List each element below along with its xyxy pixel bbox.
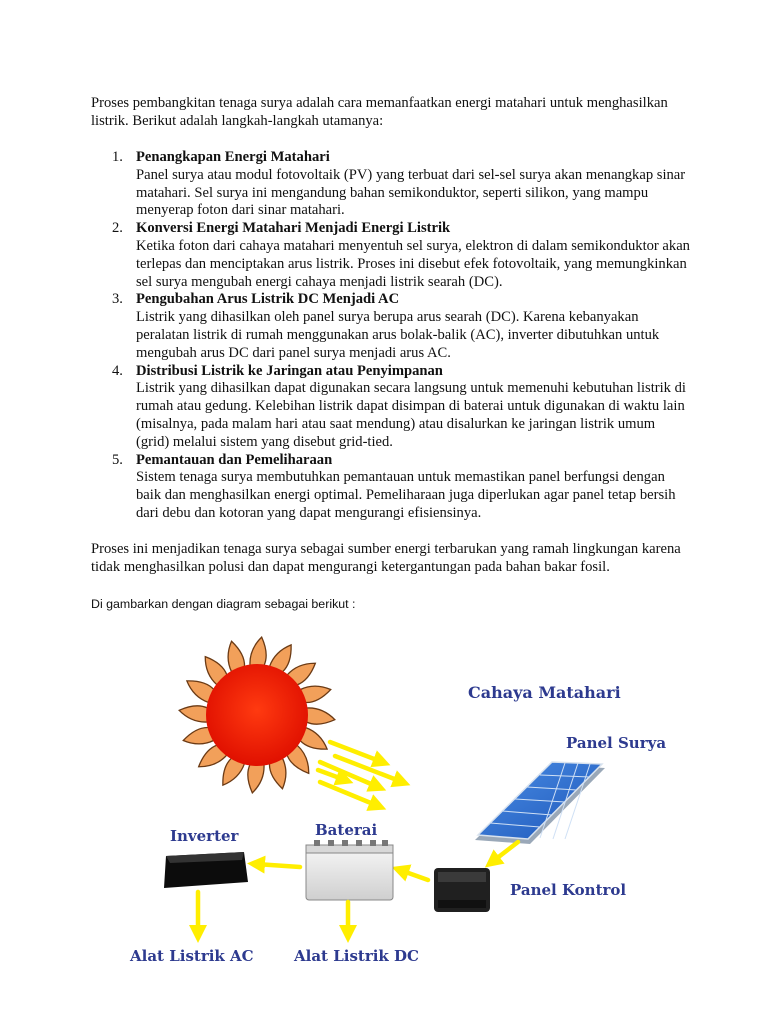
label-sunlight: Cahaya Matahari <box>468 683 621 702</box>
sun-ray <box>179 706 207 722</box>
solar-system-diagram <box>120 630 667 975</box>
step-body: Sistem tenaga surya membutuhkan pemantauan untuk memastikan panel berfungsi dengan baik dan menghasilkan energi optimal. Pemeliharaan juga diperlukan agar panel tetap bersih dari debu dan kotoran yang dapat mengurangi efisiensinya. <box>136 469 676 521</box>
list-item <box>91 363 691 452</box>
controller-to-battery-arrow <box>400 870 428 880</box>
step-title: Pemantauan dan Pemeliharaan <box>136 451 333 468</box>
step-title: Distribusi Listrik ke Jaringan atau Penyimpanan <box>136 362 443 379</box>
step-number: 3. <box>112 291 123 308</box>
step-number: 5. <box>112 451 123 468</box>
step-title: Penangkapan Energi Matahari <box>136 149 330 165</box>
sun-ray <box>307 708 335 724</box>
panel-to-controller-arrow <box>492 842 518 862</box>
diagram-caption: Di gambarkan dengan diagram sebagai berikut : <box>91 597 356 611</box>
step-title: Konversi Energi Matahari Menjadi Energi Listrik <box>136 220 451 237</box>
sunlight-arrows <box>318 742 402 806</box>
list-item <box>91 149 691 220</box>
intro-paragraph: Proses pembangkitan tenaga surya adalah cara memanfaatkan energi matahari untuk menghasilkan listrik. Berikut adalah langkah-langkah utamanya: <box>91 95 668 129</box>
steps-list <box>91 149 691 523</box>
step-title: Pengubahan Arus Listrik DC Menjadi AC <box>136 291 400 308</box>
battery-icon <box>306 840 393 900</box>
label-panel: Panel Surya <box>566 734 667 752</box>
list-item <box>91 291 691 362</box>
step-number: 2. <box>112 220 123 237</box>
label-inverter: Inverter <box>170 827 239 845</box>
solar-panel-icon <box>475 762 605 844</box>
list-item <box>91 452 691 523</box>
step-body: Listrik yang dihasilkan oleh panel surya berupa arus searah (DC). Karena kebanyakan peralatan listrik di rumah menggunakan arus bolak-balik (AC), inverter dibutuhkan untuk mengubah arus DC dari panel surya menjadi arus AC. <box>136 309 660 361</box>
controller-icon <box>434 868 490 912</box>
label-dc-load: Alat Listrik DC <box>294 947 419 965</box>
step-body: Listrik yang dihasilkan dapat digunakan secara langsung untuk memenuhi kebutuhan listrik di rumah atau gedung. Kelebihan listrik dapat disimpan di baterai untuk digunakan di waktu lain (misalnya, pada malam hari atau saat mendung) atau disalurkan ke jaringan listrik umum (grid) melalui sistem yang disebut grid-tied. <box>136 380 686 450</box>
label-controller: Panel Kontrol <box>510 881 627 899</box>
sun-ray <box>248 765 264 793</box>
label-ac-load: Alat Listrik AC <box>130 947 254 965</box>
step-body: Ketika foton dari cahaya matahari menyentuh sel surya, elektron di dalam semikonduktor akan terlepas dan menciptakan arus listrik. Proses ini disebut efek fotovoltaik, yang memungkinkan sel surya mengubah energi cahaya menjadi listrik searah (DC). <box>136 237 690 290</box>
list-item <box>91 220 691 291</box>
battery-to-inverter-arrow <box>256 864 300 867</box>
label-battery: Baterai <box>315 821 378 839</box>
sun-ray <box>250 637 266 665</box>
step-number: 4. <box>112 362 123 379</box>
step-body: Panel surya atau modul fotovoltaik (PV) yang terbuat dari sel-sel surya akan menangkap sinar matahari. Sel surya ini mengandung bahan semikonduktor, seperti silikon, yang mampu menyerap foton dari sinar matahari. <box>136 166 686 219</box>
inverter-icon <box>164 852 248 888</box>
sun-icon <box>179 637 335 793</box>
closing-paragraph: Proses ini menjadikan tenaga surya sebagai sumber energi terbarukan yang ramah lingkungan karena tidak menghasilkan polusi dan dapat mengurangi ketergantungan pada bahan bakar fosil. <box>91 541 681 575</box>
step-number: 1. <box>112 149 123 165</box>
